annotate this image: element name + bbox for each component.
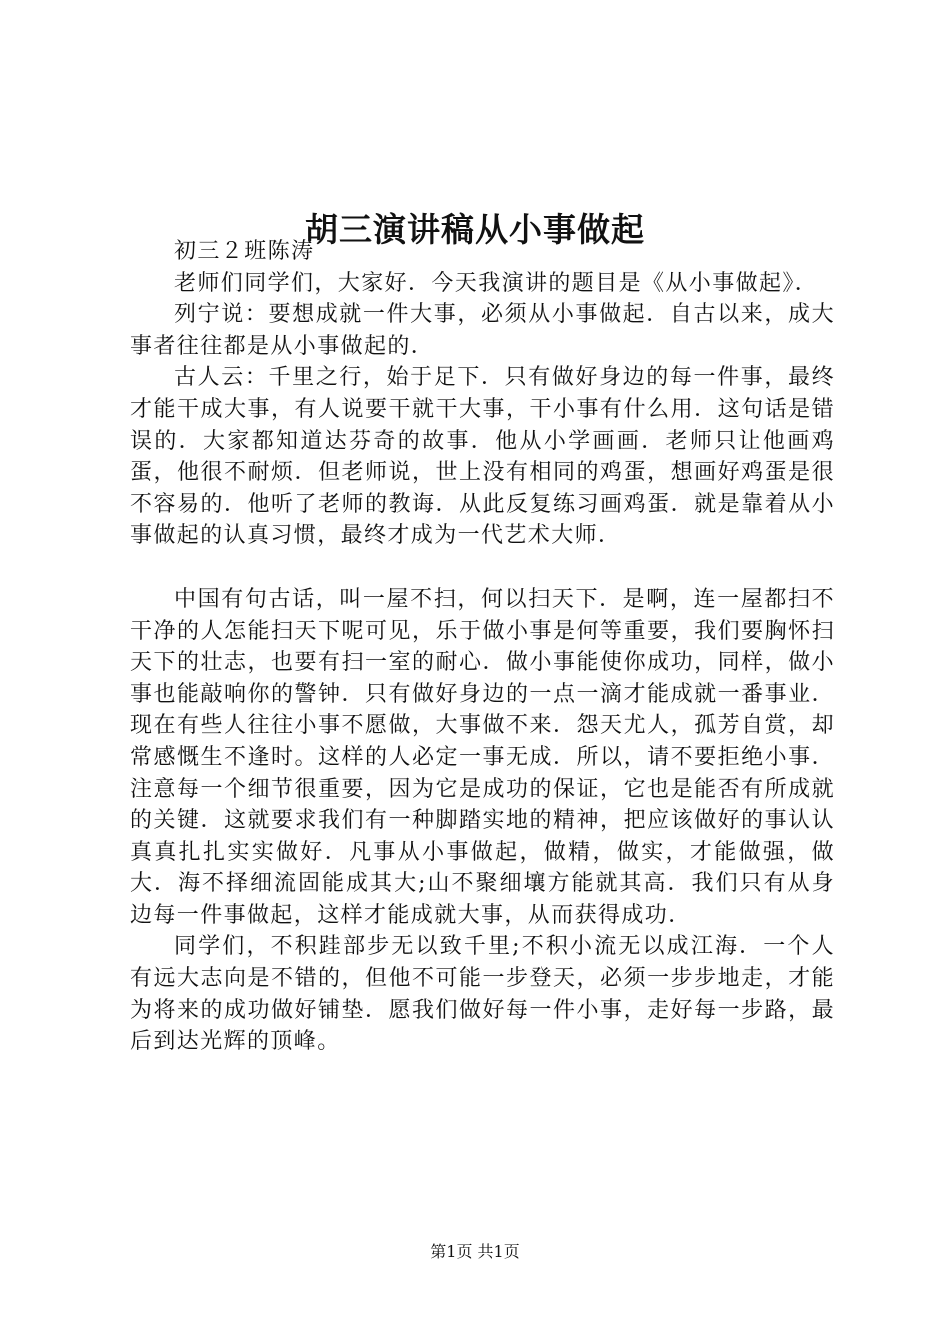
document-body xyxy=(130,236,835,1058)
author-line: 初三２班陈涛 xyxy=(174,239,315,264)
paragraph-da-vinci: 古人云：千里之行，始于足下．只有做好身边的每一件事，最终才能干成大事，有人说要干就干大事，干小事有什么用．这句话是错误的．大家都知道达芬奇的故事．他从小学画画．老师只让他画鸡蛋，他很不耐烦．但老师说，世上没有相同的鸡蛋，想画好鸡蛋是很不容易的．他听了老师的教诲．从此反复练习画鸡蛋．就是靠着从小事做起的认真习惯，最终才成为一代艺术大师． xyxy=(130,365,835,549)
paragraph-conclusion: 同学们，不积跬部步无以致千里;不积小流无以成江海．一个人有远大志向是不错的，但他不可能一步登天，必须一步步地走，才能为将来的成功做好铺垫．愿我们做好每一件小事，走好每一步路，最后到达光辉的顶峰。 xyxy=(130,934,835,1055)
document-title: 胡三演讲稿从小事做起 xyxy=(305,210,645,250)
paragraph-lenin-quote: 列宁说：要想成就一件大事，必须从小事做起．自古以来，成大事者往往都是从小事做起的． xyxy=(130,302,835,359)
paragraph-greeting: 老师们同学们，大家好．今天我演讲的题目是《从小事做起》． xyxy=(174,270,819,296)
paragraph-chinese-proverb: 中国有句古话，叫一屋不扫，何以扫天下．是啊，连一屋都扫不干净的人怎能扫天下呢可见，乐于做小事是何等重要，我们要胸怀扫天下的壮志，也要有扫一室的耐心．做小事能使你成功，同样，做小事也能敲响你的警钟．只有做好身边的一点一滴才能成就一番事业．现在有些人往往小事不愿做，大事做不来．怨天尤人，孤芳自赏，却常感慨生不逢时。这样的人必定一事无成．所以，请不要拒绝小事．注意每一个细节很重要，因为它是成功的保证，它也是能否有所成就的关键．这就要求我们有一种脚踏实地的精神，把应该做好的事认认真真扎扎实实做好．凡事从小事做起，做精，做实，才能做强，做大．海不择细流固能成其大;山不聚细壤方能就其高．我们只有从身边每一件事做起，这样才能成就大事，从而获得成功． xyxy=(130,586,835,928)
page-footer: 第1页 共1页 xyxy=(430,1242,520,1261)
